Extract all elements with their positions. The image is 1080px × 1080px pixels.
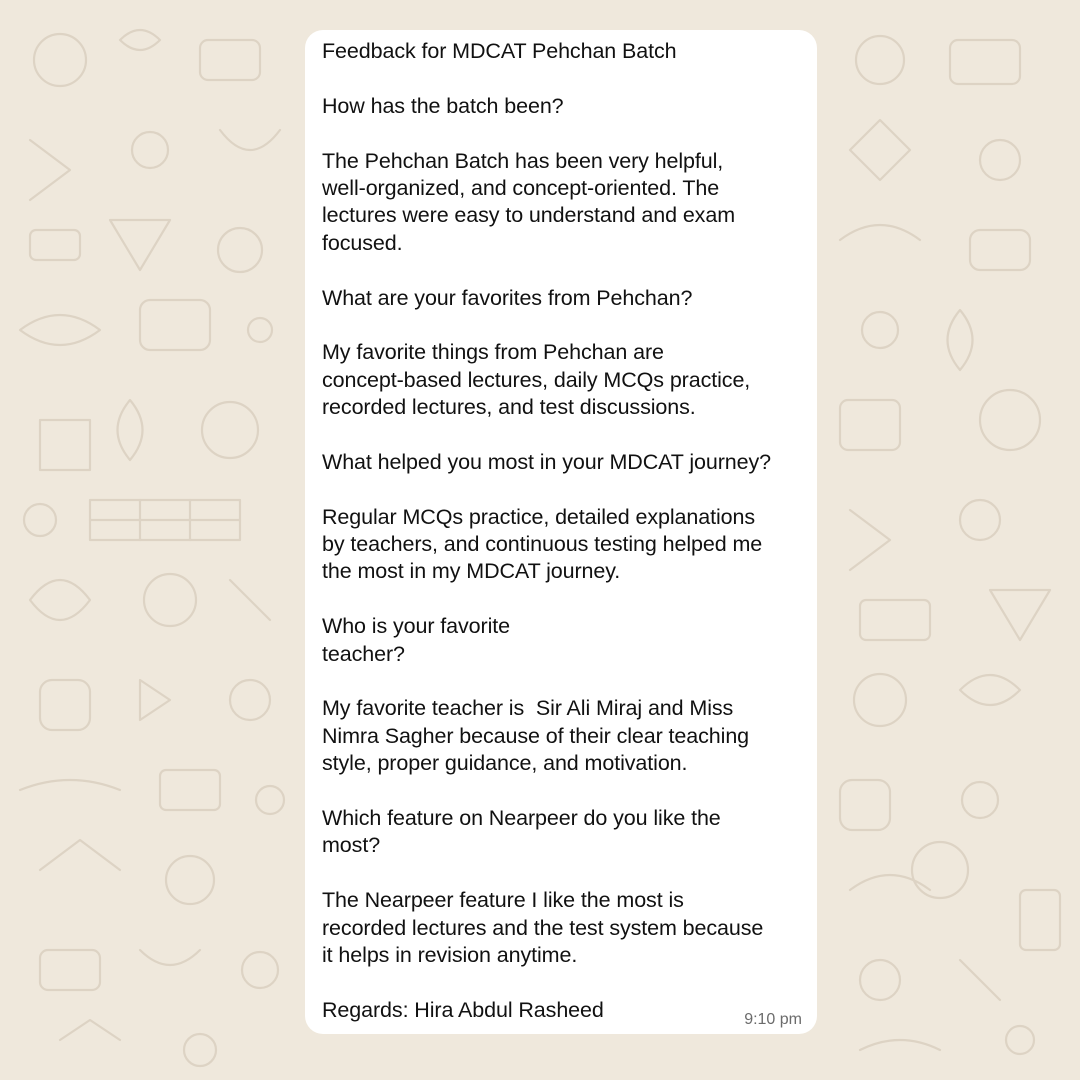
message-line: What helped you most in your MDCAT journey? — [322, 449, 771, 474]
message-line — [322, 120, 797, 147]
message-line: My favorite teacher is Sir Ali Miraj and Miss — [322, 696, 734, 721]
message-line: the most in my MDCAT journey. — [322, 559, 621, 584]
message-line: How has the batch been? — [322, 93, 564, 118]
message-line: focused. — [322, 230, 403, 255]
message-line: style, proper guidance, and motivation. — [322, 751, 688, 776]
message-line: The Nearpeer feature I like the most is — [322, 888, 684, 913]
message-line: Regards: Hira Abdul Rasheed — [322, 997, 604, 1022]
message-line: Who is your favorite — [322, 614, 510, 639]
message-line: by teachers, and continuous testing helped me — [322, 532, 763, 557]
message-line — [322, 421, 797, 448]
message-line: recorded lectures and the test system because — [322, 915, 764, 940]
message-line: What are your favorites from Pehchan? — [322, 285, 693, 310]
message-line: teacher? — [322, 641, 405, 666]
message-line — [322, 969, 797, 996]
message-text — [322, 38, 797, 1024]
message-line: The Pehchan Batch has been very helpful, — [322, 148, 724, 173]
message-line — [322, 476, 797, 503]
message-line — [322, 778, 797, 805]
message-line: well-organized, and concept-oriented. The — [322, 175, 720, 200]
message-line: Feedback for MDCAT Pehchan Batch — [322, 39, 677, 63]
message-line: Nimra Sagher because of their clear teaching — [322, 723, 750, 748]
message-line: most? — [322, 833, 381, 858]
message-line — [322, 668, 797, 695]
message-line — [322, 65, 797, 92]
message-line: Regular MCQs practice, detailed explanations — [322, 504, 755, 529]
message-bubble[interactable] — [305, 30, 817, 1034]
message-line — [322, 257, 797, 284]
message-line — [322, 860, 797, 887]
message-line: recorded lectures, and test discussions. — [322, 395, 696, 420]
message-line — [322, 586, 797, 613]
message-line: My favorite things from Pehchan are — [322, 340, 664, 365]
message-line: Which feature on Nearpeer do you like the — [322, 805, 721, 830]
message-timestamp: 9:10 pm — [744, 1011, 802, 1028]
message-line — [322, 312, 797, 339]
message-line: it helps in revision anytime. — [322, 942, 578, 967]
message-line: concept-based lectures, daily MCQs practice, — [322, 367, 751, 392]
message-line: lectures were easy to understand and exam — [322, 203, 735, 228]
